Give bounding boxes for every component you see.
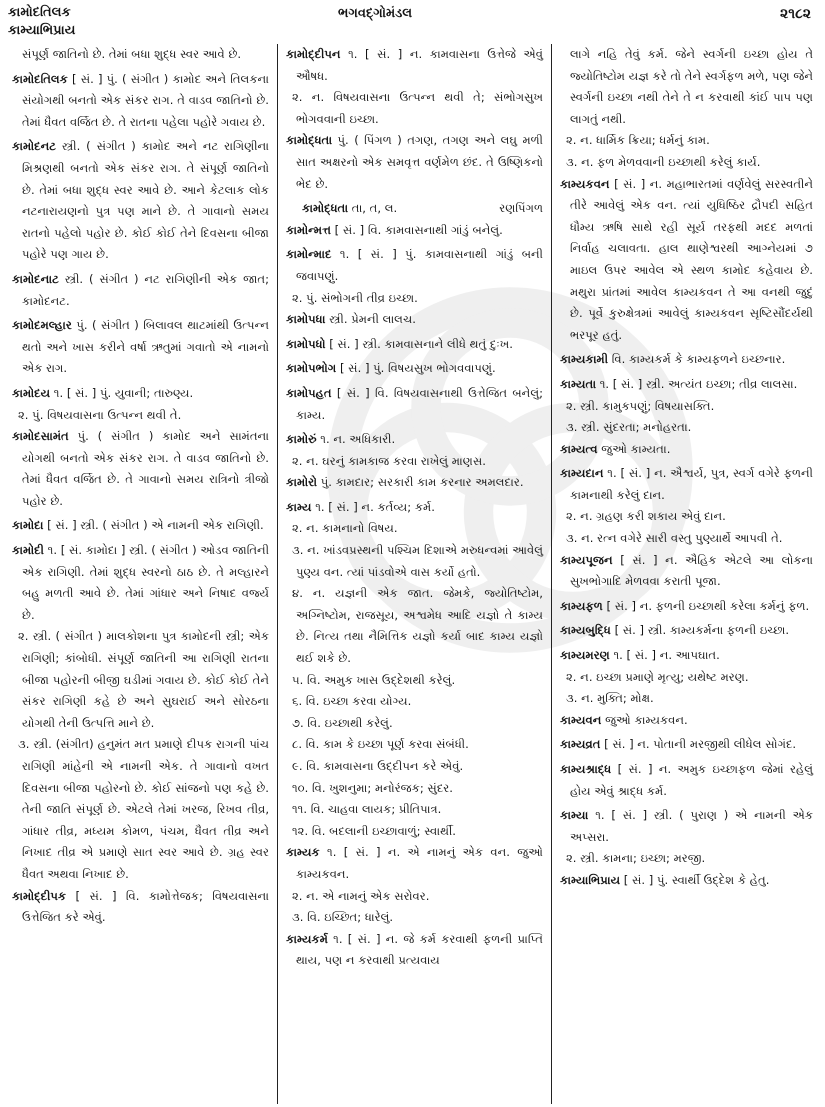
entry-headword: કામ્યાભિપ્રાય: [560, 872, 621, 887]
entry-headword: કામોરું: [286, 432, 317, 447]
dictionary-entry: [12, 540, 269, 626]
entry-headword: કામોરો: [286, 475, 318, 490]
entry-sense: ૧૦. વિ. ખુશનુમા; મનોરંજક; સુંદર.: [292, 780, 453, 795]
entry-headword: કામોદ્દીપન: [286, 47, 341, 61]
entry-definition: ૧. [ સં. ] ન. જે કર્મ કરવાથી ફળની પ્રાપ્તિ થાય, પણ ન કરવાથી પ્રત્યવાય: [296, 931, 543, 968]
dictionary-entry: [286, 429, 543, 451]
entry-sense: ૨. ન. કામનાનો વિષય.: [292, 521, 398, 536]
entry-definition: ૧. [ સં. કામોદા ] સ્ત્રી. ( સંગીત ) ઓડવ જાતિની એક રાગિણી. તેમાં શુદ્ધ સ્વરનો ઠાઠ છે. તે મલ્હારને બહુ મળતી આવે છે. તેમાં ગાંધાર અને નિષાદ વર્જ્ય છે.: [22, 543, 270, 622]
entry-sense: ૨. ન. ગ્રહણ કરી શકાય એવું દાન.: [566, 509, 726, 524]
entry-definition: [ સં. ] સ્ત્રી. કામ્યકર્મના ફળની ઇચ્છા.: [614, 623, 790, 638]
dictionary-entry: [286, 244, 543, 287]
entry-definition: સ્ત્રી. ( સંગીત ) કામોદ અને નટ રાગિણીના મિશ્રણથી બનતો એક સંકર રાગ. તે સંપૂર્ણ જાતિનો છે. તેમાં બધા શુદ્ધ સ્વર આવે છે. આને કેટલાક લોક નટનારાયણનો પુત્ર પણ માને છે. તે ગાવાનો સમય રાતનો પહેલો પહોર છે. કોઈ કોઈ તેને દિવસના બીજા પહોરે પણ ગાય છે.: [22, 139, 270, 262]
entry-headword: કામ્યફળ: [560, 598, 603, 613]
entry-headword: કામ્યવન: [560, 712, 602, 727]
dictionary-entry: [286, 842, 543, 885]
entry-definition: પું. કામદાર; સરકારી કામ કરનાર અમલદાર.: [320, 475, 524, 490]
entry-sense: ૨. ન. ધાર્મિક ક્રિયા; ધર્મનું કામ.: [566, 133, 710, 148]
page-number: ૨૧૮૨: [780, 6, 811, 22]
entry-definition: પું. ( પિંગળ ) તગણ, તગણ અને લઘુ મળી સાત અક્ષરનો એક સમવૃત્ત વર્ણમેળ છંદ. તે ઉષ્ણિકનો ભેદ છે.: [296, 133, 543, 191]
entry-sense: ૨. પું. સંભોગની તીવ્ર ઇચ્છા.: [292, 290, 418, 305]
entry-headword: કામોદમલ્હાર: [12, 318, 72, 333]
entry-headword: કામ્યબુદ્ધિ: [560, 623, 611, 638]
entry-definition: સ્ત્રી. પ્રેમની લાલચ.: [329, 312, 416, 327]
entry-headword: કામ્યશ્રાદ્ધ: [560, 762, 612, 776]
entry-sense: ૨. સ્ત્રી. કામના; ઇચ્છા; મરજી.: [566, 851, 706, 866]
dictionary-entry: [12, 136, 269, 266]
entry-definition: ૧. [ સં. ] પું. યુવાની; તારુણ્ય.: [53, 385, 194, 400]
entry-headword: કામોપહત: [286, 385, 332, 400]
entry-sense: ૬. વિ. ઇચ્છા કરવા યોગ્ય.: [292, 694, 412, 709]
entry-sense: ૩. વિ. ઇચ્છિત; ધારેલું.: [292, 910, 394, 925]
entry-sense: ૨. ન. ઇચ્છા પ્રમાણે મૃત્યુ; યથેષ્ટ મરણ.: [566, 669, 749, 684]
entry-definition: સ્ત્રી. ( સંગીત ) નટ રાગિણીની એક જાત; કામોદનટ.: [22, 271, 269, 308]
dictionary-entry: [560, 44, 813, 130]
column-1: [6, 44, 278, 1104]
dictionary-entry: [286, 334, 543, 356]
dictionary-entry: [560, 734, 813, 756]
dictionary-entry: [286, 44, 543, 87]
dictionary-entry: [12, 69, 269, 134]
entry-definition: વિ. કામ્યકર્મ કે કામ્યફળને ઇચ્છનાર.: [611, 352, 786, 367]
entry-definition: [ સં. ] વિ. કામવાસનાથી ગાંડું બનેલું.: [334, 222, 503, 237]
entry-sense: ૨. પું. વિષયવાસના ઉત્પન્ન થવી તે.: [18, 407, 182, 422]
dictionary-entry: [560, 645, 813, 667]
dictionary-entry: [560, 759, 813, 802]
entry-sense: ૧૨. વિ. બદલાની ઇચ્છાવાળું; સ્વાર્થી.: [292, 823, 456, 838]
entry-definition: પું. ( સંગીત ) કામોદ અને સામંતના યોગથી બનતો એક સંકર રાગ. તે વાડવ જાતિનો છે. તેમાં ધૈવત વર્જિત છે. તે ગાવાનો સમય રાત્રિનો ત્રીજો પહોર છે.: [22, 429, 270, 508]
dictionary-entry: [286, 929, 543, 972]
dictionary-entry: [560, 439, 813, 461]
entry-headword: કામોદી: [12, 543, 44, 558]
dictionary-entry: [286, 309, 543, 331]
entry-citation: [286, 198, 543, 220]
dictionary-entry: [560, 620, 813, 642]
entry-definition: જુઓ કામ્યતા.: [601, 441, 671, 456]
entry-sense: ૩. ન. રત્ન વગેરે સારી વસ્તુ પુણ્યાર્થે આપવી તે.: [566, 531, 783, 546]
guide-words: [8, 4, 75, 40]
entry-definition: ૧. [ સં. ] ન. આપઘાત.: [613, 648, 720, 663]
entry-sense: ૨. સ્ત્રી. કામુકપણું; વિષયાસક્તિ.: [566, 398, 715, 413]
entry-definition: [ સં. ] વિ. કામોત્તેજક; વિષયવાસના ઉત્તેજિત કરે એવું.: [22, 888, 270, 925]
entry-definition: [ સં. ] પું. સ્વાર્થી ઉદ્દેશ કે હેતુ.: [623, 872, 770, 887]
dictionary-entry: [560, 374, 813, 396]
entry-sense: ૩. ન. મુક્તિ; મોક્ષ.: [566, 691, 654, 706]
entry-headword: કામ્યદાન: [560, 466, 604, 481]
entry-headword: કામ્યકવન: [560, 176, 610, 191]
book-title: ભગવદ્ગોમંડલ: [338, 6, 413, 21]
dictionary-entry: [286, 220, 543, 242]
first-guide-word: કામોદતિલક: [8, 5, 71, 20]
dictionary-entry: [560, 596, 813, 618]
dictionary-entry: [560, 710, 813, 732]
last-guide-word: કામ્યાભિપ્રાય: [8, 23, 76, 38]
entry-headword: કામોદનાટ: [12, 271, 59, 286]
entry-definition: [ સં. ] પું. વિષયસુખ ભોગવવાપણું.: [339, 361, 496, 376]
dictionary-entry: [286, 130, 543, 195]
entry-definition: [ સં. ] પું. ( સંગીત ) કામોદ અને તિલકના સંયોગથી બનતો એક સંકર રાગ. તે વાડવ જાતિનો છે. તેમાં ધૈવત વર્જિત છે. તે રાતના પહેલા પહોરે ગવાય છે.: [22, 71, 269, 129]
dictionary-entry: [560, 550, 813, 593]
dictionary-entry: [12, 886, 269, 929]
entry-sense: ૨. ન. વિષયવાસના ઉત્પન્ન થવી તે; સંભોગસુખ ભોગવવાની ઇચ્છા.: [292, 90, 543, 126]
dictionary-entry: [286, 497, 543, 519]
entry-definition: ૧. [ સં. ] ન. એ નામનું એક વન. જુઓ કામ્યકવન.: [296, 845, 543, 881]
entry-headword: કામ્યવ્રત: [560, 737, 601, 752]
entry-headword: કામ્યા: [560, 808, 589, 823]
entry-definition: [ સં. ] ન. ઐહિક એટલે આ લોકના સુખભોગાદિ મેળવવા કરાતી પૂજા.: [570, 552, 814, 589]
entry-definition: ૧. [ સં. ] સ્ત્રી. ( પુરાણ ) એ નામની એક અપ્સરા.: [570, 808, 814, 844]
entry-sense: ૨. ન. એ નામનું એક સરોવર.: [292, 888, 430, 903]
entry-headword: કામ્યપૂજન: [560, 552, 613, 567]
dictionary-entry: [12, 315, 269, 380]
entry-sense: ૨. ન. ઘરનું કામકાજ કરવા રાખેલું માણસ.: [292, 453, 486, 468]
dictionary-entry: [12, 44, 269, 66]
entry-definition: ૧. [ સં. ] પું. કામવાસનાથી ગાંડું બની જવાપણું.: [296, 247, 544, 283]
dictionary-entry: [560, 174, 813, 347]
entry-sense: ૩. સ્ત્રી. (સંગીત) હનુમંત મત પ્રમાણે દીપક રાગની પાંચ રાગિણી માંહેની એ નામની એક. તે ગાવાનો વખત દિવસના બીજા પહોરનો છે. કોઈ સાંજનો પણ કહે છે. તેની જાતિ સંપૂર્ણ છે. એટલે તેમાં ખરજ, રિખવ તીવ્ર, ગાંધાર તીવ્ર, મધ્યમ કોમળ, પંચમ, ધૈવત તીવ્ર અને નિખાદ તીવ્ર એ પ્રમાણે સાત સ્વર આવે છે. ગ્રહ સ્વર ધૈવત અથવા નિખાદ છે.: [18, 737, 269, 881]
citation-quote: કામોદ્ધતા: [302, 201, 349, 216]
entry-headword: કામોપધા: [286, 312, 326, 327]
column-2: [278, 44, 552, 1104]
entry-definition: [ સં. ] ન. મહાભારતમાં વર્ણવેલું સરસ્વતીને તીરે આવેલું એક વન. ત્યાં યુધિષ્ઠિર દ્રૌપદી સહિત ધૌમ્ય ઋષિ સાથે રહી સૂર્ય તરફથી મદદ મળતાં નિર્વાહ ચલાવતા. હાલ થાણેશ્વરથી આગ્નેયમાં ૭ માઇલ ઉપર આવેલ એ સ્થળ કામોદ કહેવાય છે. મથુરા પ્રાંતમાં આવેલ કામ્યકવન તે આ વનથી જુદું છે. પૂર્વે કુરુક્ષેત્રમાં આવેલું કામ્યકવન સૃષ્ટિસૌંદર્યથી ભરપૂર હતું.: [570, 176, 813, 342]
entry-definition: સંપૂર્ણ જાતિનો છે. તેમાં બધા શુદ્ધ સ્વર આવે છે.: [22, 47, 242, 61]
entry-headword: કામ્યતા: [560, 376, 597, 391]
entry-sense: ૩. ન. ફળ મેળવવાની ઇચ્છાથી કરેલું કાર્ય.: [566, 154, 761, 169]
entry-definition: લાગે નહિ તેવું કર્મ. જેને સ્વર્ગની ઇચ્છા હોય તે જ્યોતિષ્ટોમ યજ્ઞ કરે તો તેને સ્વર્ગફળ મળે, પણ જેને સ્વર્ગની ઇચ્છા નથી તેને તે ન કરવાથી કાંઈ પાપ પણ લાગતું નથી.: [570, 47, 813, 126]
entry-headword: કામોદસામંત: [12, 429, 69, 444]
dictionary-entry: [286, 472, 543, 494]
dictionary-entry: [12, 426, 269, 512]
entry-headword: કામ્યક: [286, 845, 320, 860]
entry-sense: ૧૧. વિ. ચાહવા લાયક; પ્રીતિપાત્ર.: [292, 802, 442, 817]
entry-sense: ૩. ન. ખાંડવપ્રસ્થની પશ્ચિમ દિશાએ મરુધન્વમાં આવેલું પુણ્ય વન. ત્યાં પાંડવોએ વાસ કર્યો હતો.: [292, 543, 543, 579]
dictionary-entry: [560, 349, 813, 371]
dictionary-entry: [560, 805, 813, 848]
entry-sense: ૨. સ્ત્રી. ( સંગીત ) માલકોશના પુત્ર કામોદની સ્ત્રી; એક રાગિણી; કાંબોધી. સંપૂર્ણ જાતિની આ રાગિણી રાતના બીજા પહોરની બીજી ઘડીમાં ગવાય છે. કોઈ કોઈ તેને સંકર રાગિણી કહે છે અને સુઘરાઈ અને સોરઠના યોગથી તેની ઉત્પત્તિ માને છે.: [18, 629, 269, 730]
citation-source: રણપિંગળ: [499, 201, 543, 216]
entry-headword: કામોદનટ: [12, 139, 56, 154]
dictionary-entry: [286, 383, 543, 426]
entry-sense: ૮. વિ. કામ કે ઇચ્છા પૂર્ણ કરવા સંબંધી.: [292, 737, 469, 752]
entry-definition: ૧. [ સં. ] ન. કર્તવ્ય; કર્મ.: [315, 499, 435, 514]
entry-definition: પું. ( સંગીત ) બિલાવલ થાટમાંથી ઉત્પન્ન થતો અને ખાસ કરીને વર્ષા ઋતુમાં ગવાતો એ નામનો એક રાગ.: [22, 318, 270, 376]
entry-definition: ૧. [ સં. ] ન. કામવાસના ઉત્તેજે એવું ઔષધ.: [296, 47, 544, 83]
dictionary-entry: [286, 358, 543, 380]
entry-headword: કામ્યમરણ: [560, 648, 610, 663]
entry-definition: [ સં. ] સ્ત્રી. ( સંગીત ) એ નામની એક રાગિણી.: [47, 518, 264, 533]
dictionary-entry: [12, 515, 269, 537]
entry-headword: કામોદય: [12, 385, 51, 400]
entry-sense: ૯. વિ. કામવાસના ઉદ્દીપન કરે એવું.: [292, 759, 464, 773]
entry-headword: કામોદા: [12, 518, 44, 533]
entry-headword: કામોદ્દીપક: [12, 888, 67, 903]
entry-headword: કામ્ય: [286, 499, 312, 514]
entry-definition: ૧. [ સં. ] સ્ત્રી. અત્યંત ઇચ્છા; તીવ્ર લાલસા.: [599, 376, 798, 391]
entry-headword: કામોદતિલક: [12, 71, 68, 86]
entry-sense: ૩. સ્ત્રી. સુંદરતા; મનોહરતા.: [566, 420, 692, 435]
dictionary-entry: [12, 383, 269, 405]
entry-definition: જુઓ કામ્યકવન.: [605, 712, 688, 727]
entry-definition: ૧. ન. અધિકારી.: [320, 432, 396, 447]
entry-headword: કામોન્મત્ત: [286, 222, 331, 237]
entry-definition: ૧. [ સં. ] ન. ઐશ્વર્ય, પુત્ર, સ્વર્ગ વગેરે ફળની કામનાથી કરેલું દાન.: [570, 466, 813, 502]
dictionary-entry: [560, 463, 813, 506]
entry-definition: [ સં. ] ન. ફળની ઇચ્છાથી કરેલા કર્મનું ફળ.: [606, 598, 810, 613]
dictionary-entry: [560, 870, 813, 892]
entry-sense: ૭. વિ. ઇચ્છાથી કરેલું.: [292, 715, 393, 730]
page-header: [8, 4, 817, 44]
entry-headword: કામ્યકામી: [560, 352, 609, 367]
entry-definition: [ સં. ] ન. પોતાની મરજીથી લીધેલ સોગંદ.: [604, 737, 797, 752]
entry-headword: કામોપભોગ: [286, 361, 337, 376]
entry-headword: કામોન્માદ: [286, 247, 332, 262]
entry-headword: કામોપધો: [286, 336, 326, 351]
entry-definition: [ સં. ] વિ. વિષયવાસનાથી ઉત્તેજિત બનેલું; કામ્ય.: [296, 385, 543, 422]
column-3: [552, 44, 821, 1104]
citation-pattern: તા, ત, લ.: [351, 201, 398, 216]
entry-sense: ૪. ન. યજ્ઞની એક જાત. જેમકે, જ્યોતિષ્ટોમ, અગ્નિષ્ટોમ, રાજસૂય, અશ્વમેધ આદિ યજ્ઞો તે કામ્ય છે. નિત્ય તથા નૈમિત્તિક યજ્ઞો કર્યા બાદ કામ્ય યજ્ઞો થઈ શકે છે.: [292, 586, 543, 666]
dictionary-entry: [12, 269, 269, 312]
entry-headword: કામ્યકર્મ: [286, 931, 328, 946]
entry-definition: [ સં. ] સ્ત્રી. કામવાસનાને લીધે થતું દુઃખ.: [329, 336, 513, 351]
entry-headword: કામ્યત્વ: [560, 441, 598, 456]
entry-sense: ૫. વિ. અમુક ખાસ ઉદ્દેશથી કરેલું.: [292, 672, 456, 687]
dictionary-columns: [6, 44, 821, 1104]
entry-definition: [ સં. ] ન. અમુક ઇચ્છાફળ જેમાં રહેલું હોય એવું શ્રાદ્ધ કર્મ.: [570, 762, 814, 798]
entry-headword: કામોદ્ધતા: [286, 133, 333, 148]
